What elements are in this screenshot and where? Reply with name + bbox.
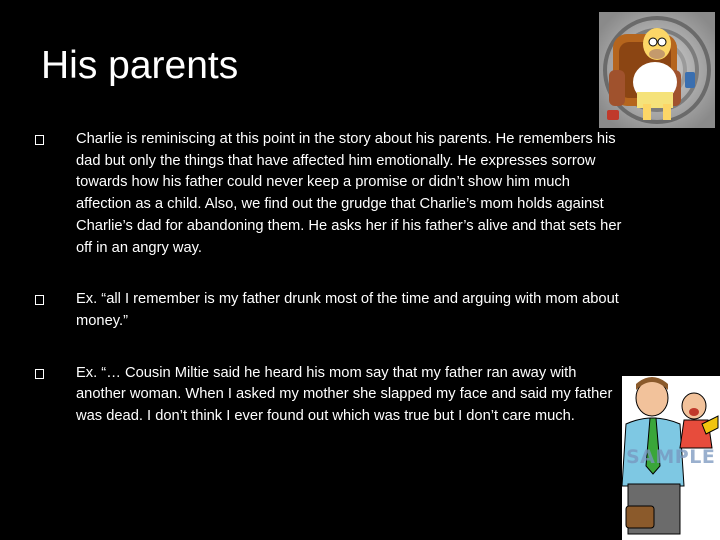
bullet-text: Ex. “… Cousin Miltie said he heard his mom say that my father ran away with another woman. When I asked my mother she slapped my face and said my father was dead. I don’t think I ever found out which was true but I don’t care much.: [76, 364, 613, 425]
bullet-box-icon: [35, 369, 44, 379]
cartoon-man-carrying-child-icon: [622, 376, 720, 540]
slide-title: His parents: [41, 44, 239, 87]
bullet-item: [35, 129, 625, 259]
bullet-box-icon: [35, 135, 44, 145]
bullet-text: Charlie is reminiscing at this point in the story about his parents. He remembers his dad but only the things that have affected him emotionally. He expresses sorrow towards how his father could never keep a promise or didn’t show him much affection as a child. Also, we find out the grudge that Charlie’s mom holds against Charlie’s dad for abandoning them. He asks her if his father’s alive and that sets her off in an angry way.: [76, 131, 622, 256]
cartoon-man-in-armchair-icon: [599, 12, 715, 128]
sample-watermark: SAMPLE: [626, 446, 716, 468]
bullet-box-icon: [35, 295, 44, 305]
bullet-list: [35, 129, 625, 428]
bullet-item: [35, 289, 625, 332]
bullet-item: [35, 363, 625, 428]
bullet-text: Ex. “all I remember is my father drunk most of the time and arguing with mom about money.”: [76, 291, 619, 329]
